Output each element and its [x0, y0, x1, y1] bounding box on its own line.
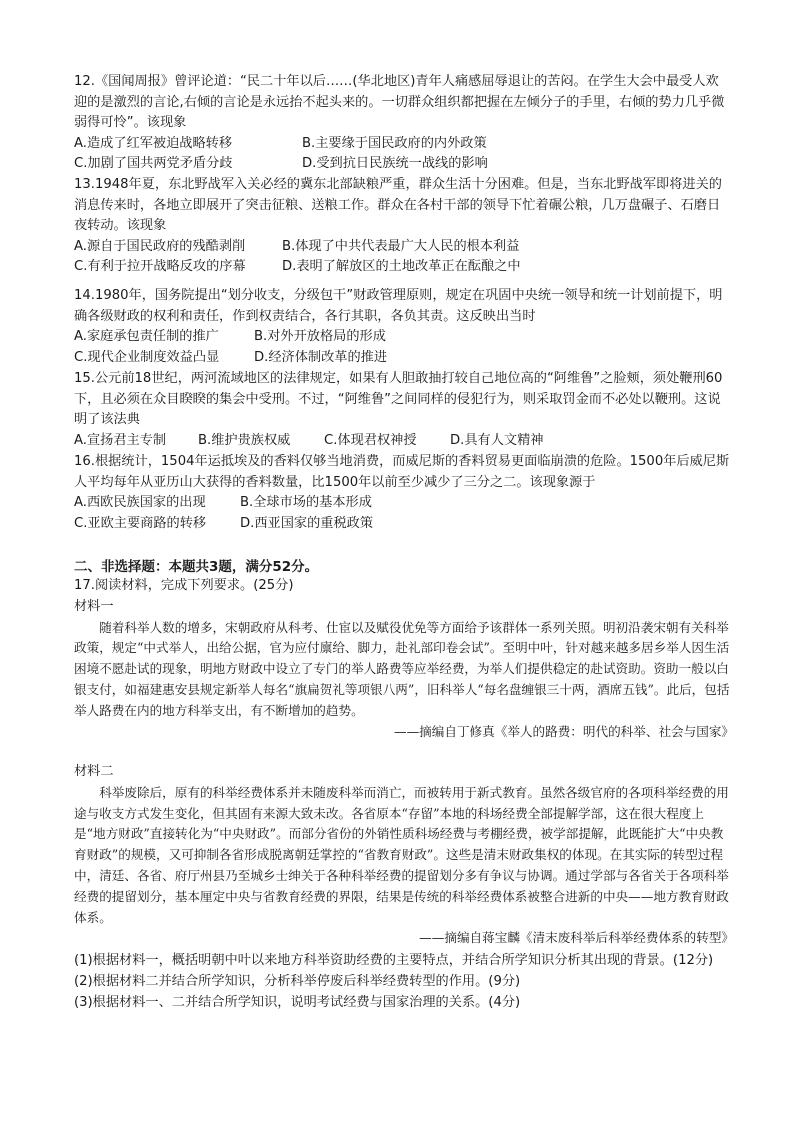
option-a: A.造成了红军被迫战略转移 [74, 135, 233, 151]
sub-questions [74, 950, 734, 1013]
material-2-text: 科举废除后，原有的科举经费体系并未随废科举而消亡，而被转用于新式教育。虽然各级官府的各项科举经费的用途与收支方式发生变化，但其固有来源大致未改。各省原本“存留”本地的科场经费全部提解学部，这在很大程度上是“地方财政”直接转化为“中央财政”。而部分省份的外销性质科场经费与考棚经费，被学部提解，此既能扩大“中央教育财政”的规模，又可抑制各省形成脱离朝廷掌控的“省教育财政”。这些是清末财政集权的体现。在其实际的转型过程中，清廷、各省、府厅州县乃至城乡士绅关于各种科举经费的提留划分多有争议与协调。通过学部与各省关于各项科举经费的提留划分，基本厘定中央与省教育经费的界限，结果是传统的科举经费体系被整合进新的中央——地方教育财政体系。 [74, 784, 729, 925]
question-15 [74, 369, 730, 451]
option-b: B.体现了中共代表最广大人民的根本利益 [282, 238, 520, 254]
options [74, 493, 730, 514]
option-b: B.维护贵族权威 [198, 432, 291, 448]
option-c: C.亚欧主要商路的转移 [74, 515, 207, 531]
question-17 [74, 576, 734, 742]
option-d: D.具有人文精神 [450, 432, 544, 448]
options [74, 134, 730, 155]
options [74, 431, 730, 452]
options [74, 257, 730, 278]
option-c: C.体现君权神授 [324, 432, 417, 448]
question-stem: 16.根据统计，1504年运抵埃及的香料仅够当地消费，而威尼斯的香料贸易更面临崩溃的危险。1500年后威尼斯人平均每年从亚历山大获得的香料数量，比1500年以前至少减少了三分之二。该现象源于 [74, 454, 730, 490]
material-1-text: 随着科举人数的增多，宋朝政府从科考、仕宦以及赋役优免等方面给予该群体一系列关照。明初沿袭宋朝有关科举政策，规定“中式举人，出给公据，官为应付廪给、脚力，赴礼部印卷会试”。至明中叶，针对越来越多居乡举人因生活困境不愿赴试的现象，明地方财政中设立了专门的举人路费等应举经费，为举人们提供稳定的赴试资助。资助一般以白银支付，如福建惠安县规定新举人每名“旗扁贺礼等项银八两”，旧科举人“每名盘缠银三十两，酒席五钱”。此后，包括举人路费在内的地方科举支出，有不断增加的趋势。 [74, 619, 730, 718]
material-2-source: ——摘编自蒋宝麟《清末废科举后科举经费体系的转型》 [419, 930, 734, 946]
sub-question-1: (1)根据材料一，概括明朝中叶以来地方科举资助经费的主要特点，并结合所学知识分析其出现的背景。(12分) [74, 953, 714, 968]
option-d: D.受到抗日民族统一战线的影响 [302, 156, 488, 172]
question-14 [74, 286, 730, 368]
option-a: A.家庭承包责任制的推广 [74, 329, 219, 345]
question-16 [74, 452, 730, 534]
material-1-label: 材料一 [74, 598, 114, 614]
question-stem: 14.1980年，国务院提出“划分收支，分级包干”财政管理原则，规定在巩固中央统一领导和统一计划前提下，明确各级财政的权利和责任，作到权责结合，各行其职，各负其责。这反映出当时 [74, 288, 723, 324]
material-2 [74, 762, 734, 949]
sub-question-3: (3)根据材料一、二并结合所学知识，说明考试经费与国家治理的关系。(4分) [74, 995, 521, 1010]
material-2-label: 材料二 [74, 764, 114, 779]
question-12 [74, 72, 730, 175]
options [74, 348, 730, 369]
option-c: C.有利于拉开战略反攻的序幕 [74, 259, 246, 275]
option-a: A.宣扬君主专制 [74, 432, 167, 448]
option-b: B.全球市场的基本形成 [240, 495, 372, 511]
section-heading: 二、非选择题：本题共3题，满分52分。 [74, 559, 319, 575]
option-c: C.现代企业制度效益凸显 [74, 349, 220, 365]
option-b: B.主要缘于国民政府的内外政策 [302, 135, 487, 151]
material-1-source: ——摘编自丁修真《举人的路费：明代的科举、社会与国家》 [393, 723, 734, 739]
options [74, 237, 730, 258]
option-d: D.西亚国家的重税政策 [240, 515, 374, 531]
options [74, 514, 730, 535]
option-d: D.经济体制改革的推进 [254, 349, 388, 365]
option-c: C.加剧了国共两党矛盾分歧 [74, 156, 233, 172]
options [74, 154, 730, 175]
option-b: B.对外开放格局的形成 [254, 329, 386, 345]
option-d: D.表明了解放区的土地改革正在酝酿之中 [282, 259, 521, 275]
sub-question-2: (2)根据材料二并结合所学知识，分析科举停废后科举经费转型的作用。(9分) [74, 974, 521, 989]
options [74, 327, 730, 348]
question-13 [74, 175, 730, 278]
question-stem: 15.公元前18世纪，两河流域地区的法律规定，如果有人胆敢抽打较自己地位高的“阿维鲁”之脸颊，须处鞭刑60下，且必须在众目睽睽的集会中受刑。不过，“阿维鲁”之间同样的侵犯行为，则采取罚金而不必处以鞭刑。这说明了该法典 [74, 371, 723, 428]
question-stem: 12.《国闻周报》曾评论道：“民二十年以后……(华北地区)青年人痛感屈辱退让的苦闷。在学生大会中最受人欢迎的是激烈的言论,右倾的言论是永远抬不起头来的。一切群众组织都把握在左倾分子的手里，右倾的势力几乎微弱得可怜”。该现象 [74, 74, 725, 131]
question-17-prompt: 17.阅读材料，完成下列要求。(25分) [74, 578, 294, 593]
option-a: A.西欧民族国家的出现 [74, 495, 206, 511]
question-stem: 13.1948年夏，东北野战军入关必经的冀东北部缺粮严重，群众生活十分困难。但是，当东北野战军即将进关的消息传来时，各地立即展开了突击征粮、送粮工作。群众在各村干部的领导下忙着碾公粮，几万盘碾子、石磨日夜转动。该现象 [74, 177, 722, 234]
option-a: A.源自于国民政府的残酷剥削 [74, 238, 246, 254]
